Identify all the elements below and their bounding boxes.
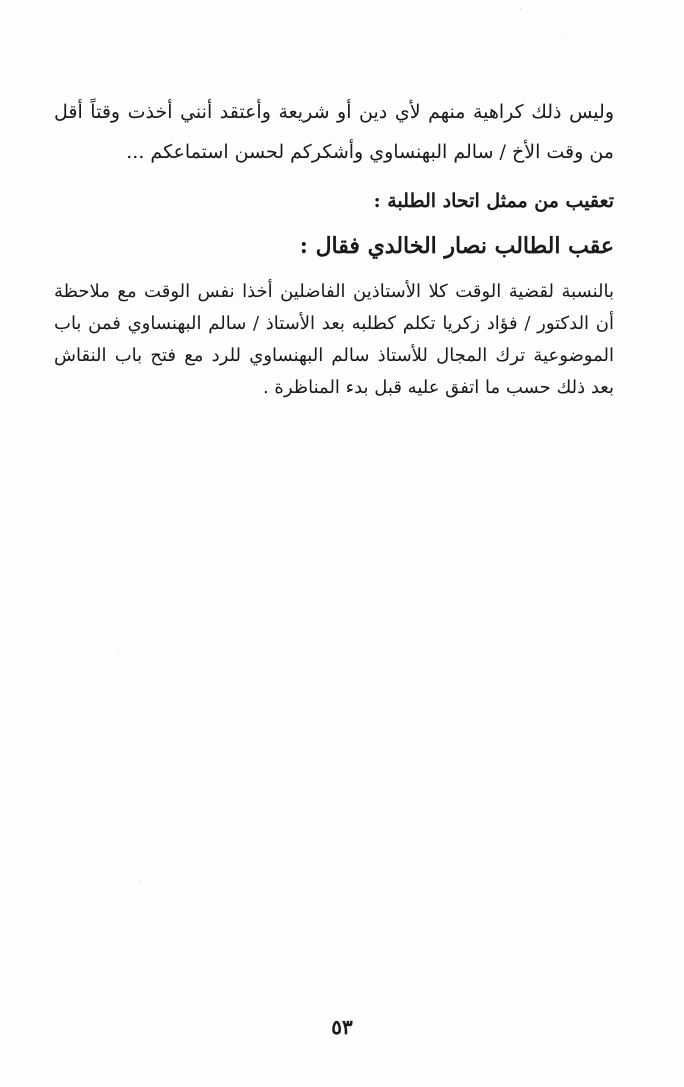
paragraph-time-comment: بالنسبة لقضية الوقت كلا الأستاذين الفاضلين أخذا نفس الوقت مع ملاحظة أن الدكتور / فؤاد زكريا تكلم كطلبه بعد الأستاذ / سالم البهنساوي فمن باب الموضوعية ترك المجال للأستاذ سالم البهنساوي للرد مع فتح باب النقاش بعد ذلك حسب ما اتفق عليه قبل بدء المناظرة .: [54, 281, 614, 398]
scan-speck: [565, 34, 566, 35]
scan-speck: [520, 8, 521, 9]
section-heading-student-speaker: عقب الطالب نصار الخالدي فقال :: [299, 233, 614, 259]
scan-speck: [140, 880, 141, 881]
section-heading-student-union-comment: تعقيب من ممثل اتحاد الطلبة :: [373, 190, 614, 212]
scan-speck: [118, 652, 119, 653]
page-number: ٥٣: [331, 1015, 353, 1039]
paragraph-closing-remarks: وليس ذلك كراهية منهم لأي دين أو شريعة وأعتقد أنني أخذت وقتاً أقل من وقت الأخ / سالم البهنساوي وأشكركم لحسن استماعكم ...: [54, 101, 614, 163]
